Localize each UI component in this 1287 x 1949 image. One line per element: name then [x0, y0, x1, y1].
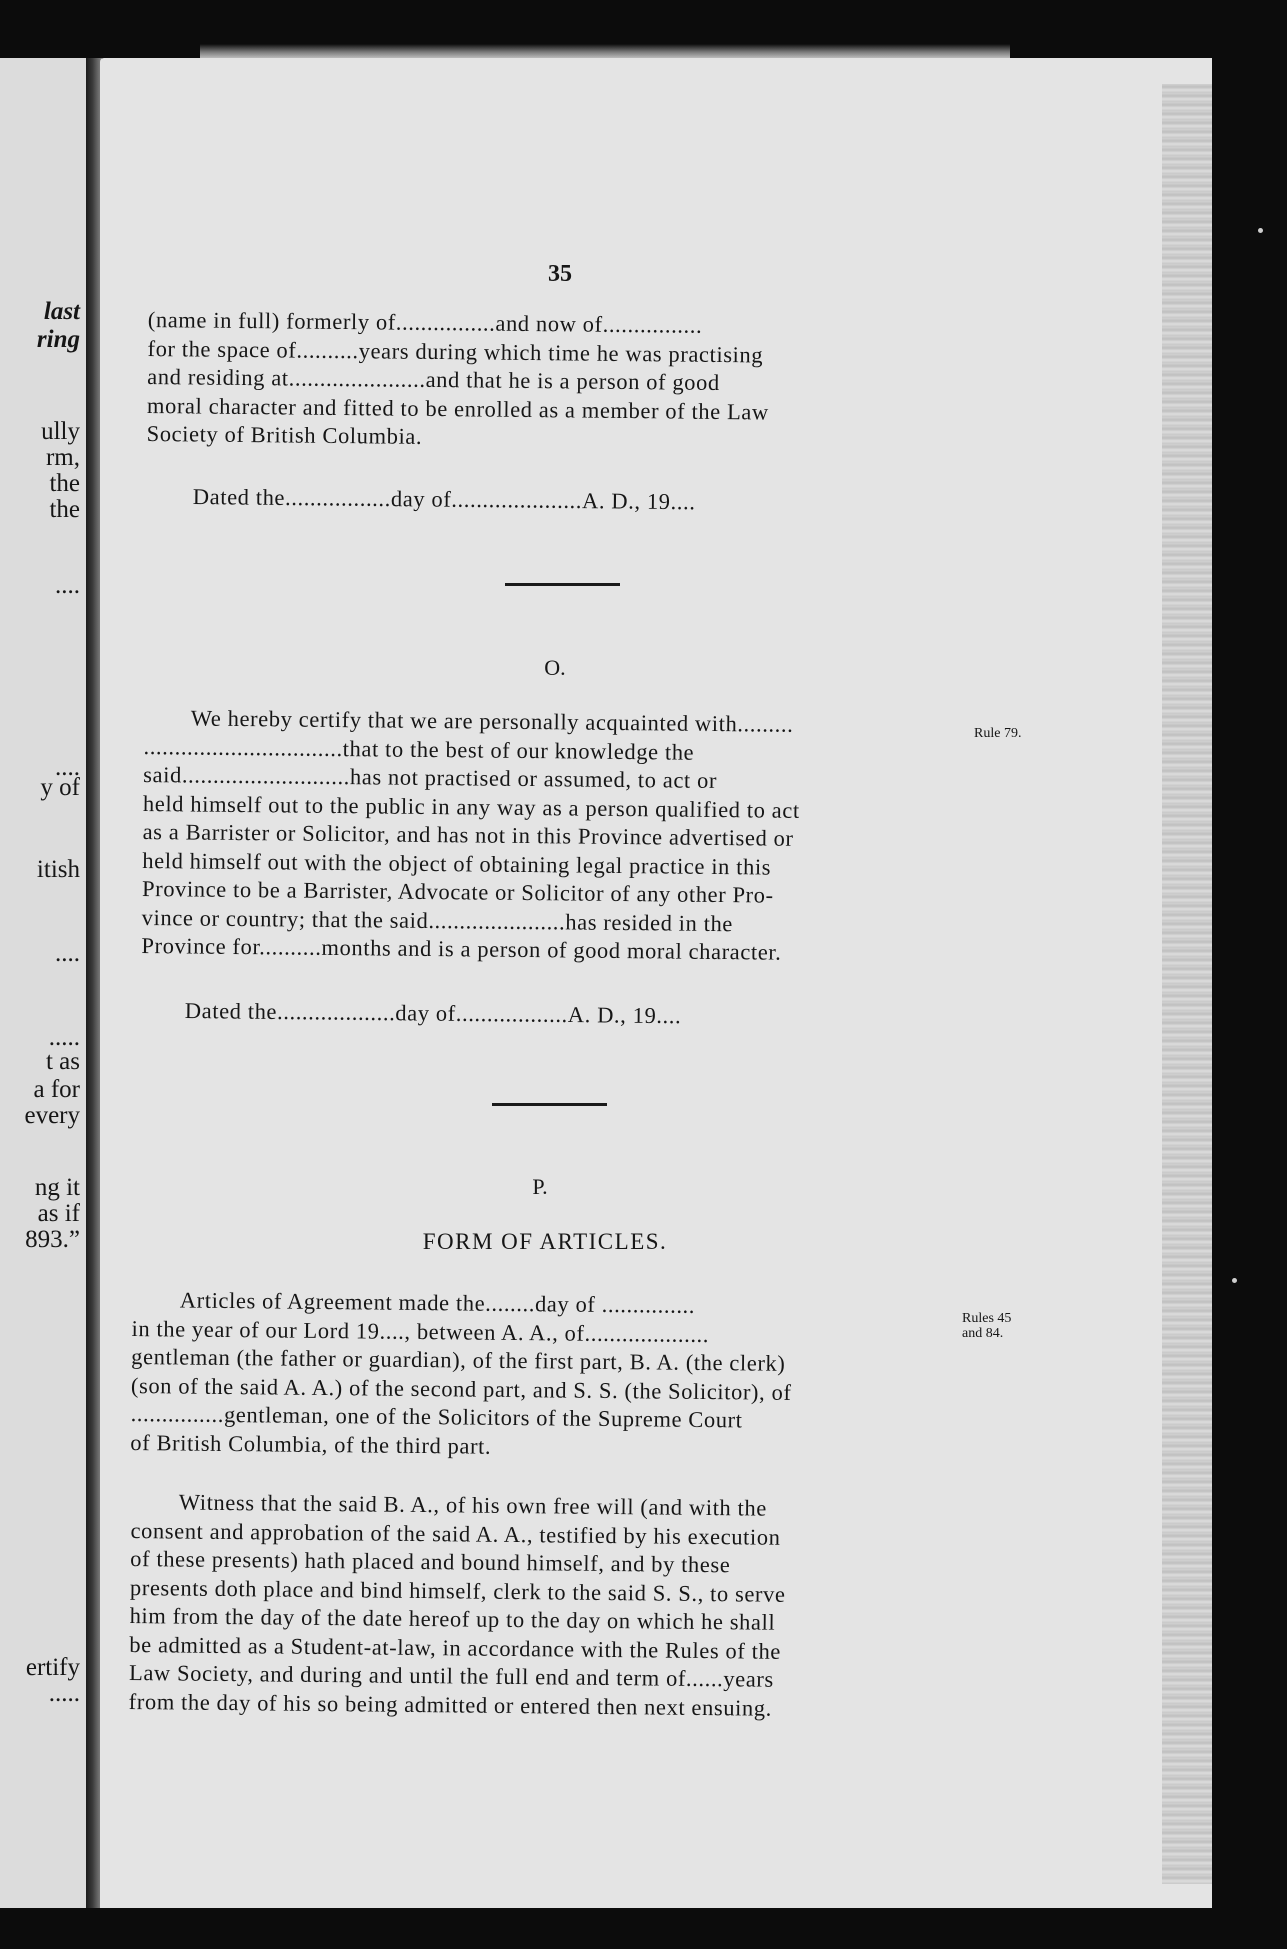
- left-page-fragment: ring: [36, 326, 80, 353]
- text-line: of these presents) hath placed and bound himself, and by these: [130, 1545, 731, 1578]
- left-page-fragment: the: [49, 470, 80, 497]
- margin-note-line: Rules 45: [962, 1311, 1012, 1326]
- left-page-fragment: a for: [33, 1076, 80, 1103]
- left-page-fragment: ....: [55, 754, 80, 781]
- left-page-fragment: 893.”: [25, 1226, 80, 1253]
- text-line: him from the day of the date hereof up to the day on which he shall: [129, 1602, 776, 1635]
- left-page-fragment: ....: [55, 940, 80, 967]
- text-line: moral character and fitted to be enrolled as a member of the Law: [146, 392, 769, 425]
- section-letter: O.: [544, 655, 566, 680]
- articles-paragraph: [130, 1286, 792, 1464]
- left-page-fragment: .....: [48, 1024, 80, 1051]
- section-letter: P.: [532, 1174, 548, 1199]
- text-line: of British Columbia, of the third part.: [130, 1429, 492, 1459]
- text-line: held himself out to the public in any way as a person qualified to act: [142, 790, 800, 823]
- left-page-fragment: ertify: [25, 1654, 80, 1681]
- text-line: Witness that the said B. A., of his own free will (and with the: [178, 1489, 768, 1521]
- left-page-fragment: ....: [55, 572, 80, 599]
- text-line: vince or country; that the said......................has resided in the: [141, 904, 734, 936]
- left-page-fragment: ully: [41, 418, 80, 445]
- certificate-continuation: [147, 306, 770, 455]
- margin-note: Rule 79.: [974, 726, 1022, 741]
- left-page-fragment: last: [43, 298, 80, 325]
- text-line: in the year of our Lord 19...., between A. A., of....................: [131, 1315, 710, 1347]
- text-line: Society of British Columbia.: [146, 420, 423, 449]
- text-line: Articles of Agreement made the........day of ...............: [179, 1287, 696, 1318]
- text-line: Law Society, and during and until the full end and term of......years: [128, 1659, 774, 1692]
- left-page-fragment: the: [49, 496, 80, 523]
- text-line: be admitted as a Student-at-law, in accordance with the Rules of the: [129, 1631, 782, 1664]
- witness-paragraph: [129, 1488, 787, 1723]
- text-line: for the space of..........years during which time he was practising: [147, 335, 764, 367]
- text-line: consent and approbation of the said A. A., testified by his execution: [130, 1517, 781, 1550]
- text-line: presents doth place and bind himself, clerk to the said S. S., to serve: [129, 1574, 786, 1607]
- text-line: ...............gentleman, one of the Solicitors of the Supreme Court: [130, 1400, 743, 1433]
- left-page-fragment: rm,: [45, 444, 80, 471]
- text-line: Province to be a Barrister, Advocate or Solicitor of any other Pro-: [141, 875, 774, 908]
- margin-note-line: and 84.: [962, 1326, 1004, 1341]
- text-line: said...........................has not practised or assumed, to act or: [143, 761, 718, 794]
- text-line: ................................that to the best of our knowledge the: [143, 733, 695, 765]
- certificate-paragraph: [141, 704, 800, 967]
- left-facing-page: [0, 58, 86, 1908]
- page-edge-texture: [1162, 84, 1212, 1884]
- text-line: gentleman (the father or guardian), of the first part, B. A. (the clerk): [131, 1343, 786, 1376]
- text-line: (name in full) formerly of................and now of................: [147, 306, 703, 338]
- left-page-fragment: every: [24, 1102, 80, 1129]
- left-page-fragment: .....: [48, 1680, 80, 1707]
- margin-note: [962, 1311, 1011, 1341]
- scan-speck: [1232, 1278, 1237, 1283]
- dated-line: Dated the.................day of.....................A. D., 19....: [192, 484, 696, 515]
- left-page-fragment: ng it: [34, 1174, 80, 1201]
- left-page-fragment: y of: [40, 774, 80, 801]
- text-line: and residing at......................and that he is a person of good: [147, 363, 720, 395]
- page-number: 35: [548, 261, 572, 287]
- page-top-edge: [200, 44, 1010, 58]
- scan-background: [1212, 0, 1287, 1949]
- left-page-fragment: itish: [36, 856, 80, 883]
- section-divider: [492, 1103, 607, 1106]
- text-line: held himself out with the object of obtaining legal practice in this: [142, 847, 772, 880]
- left-page-fragment: t as: [45, 1048, 80, 1075]
- form-title: FORM OF ARTICLES.: [422, 1229, 668, 1254]
- section-divider: [505, 583, 620, 586]
- left-page-fragment: as if: [37, 1200, 80, 1227]
- text-line: (son of the said A. A.) of the second part, and S. S. (the Solicitor), of: [130, 1372, 792, 1405]
- text-line: Province for..........months and is a person of good moral character.: [141, 932, 782, 965]
- text-line: We hereby certify that we are personally acquainted with.........: [190, 705, 794, 737]
- scan-speck: [1258, 228, 1263, 233]
- text-line: from the day of his so being admitted or entered then next ensuing.: [128, 1688, 773, 1721]
- dated-line: Dated the...................day of..................A. D., 19....: [184, 998, 682, 1029]
- text-line: as a Barrister or Solicitor, and has not in this Province advertised or: [142, 818, 794, 851]
